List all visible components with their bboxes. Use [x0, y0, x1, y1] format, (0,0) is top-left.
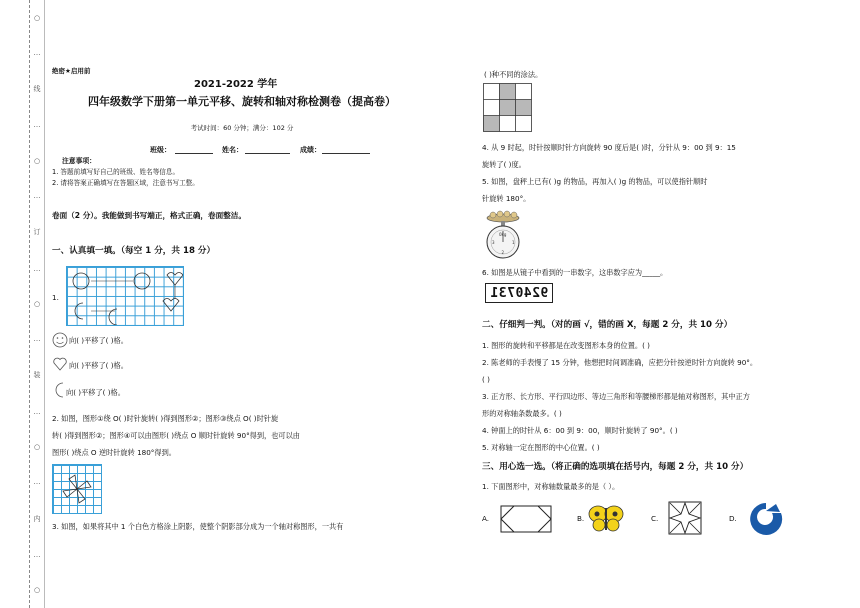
secret-label: 绝密★启用前 — [52, 67, 91, 75]
name-field[interactable] — [245, 153, 290, 154]
notes-title: 注意事项： — [62, 157, 96, 165]
scale-icon — [483, 210, 523, 262]
svg-text:2: 2 — [501, 250, 505, 255]
q1-item-c: 向( )平移了( )格。 — [66, 388, 125, 397]
option-c-label: C. — [651, 514, 659, 523]
q5-line-1: 5. 如图，盘秤上已有( )g 的物品，再加入( )g 的物品，可以使指针顺时 — [482, 177, 708, 186]
neatness-note: 卷面（2 分）。我能做到书写端正，格式正确，卷面整洁。 — [52, 211, 246, 220]
note-2: 2. 请将答案正确填写在答题区域，注意书写工整。 — [52, 179, 199, 187]
q2-rotation-shapes — [53, 465, 101, 513]
score-field[interactable] — [322, 153, 370, 154]
heart-icon — [52, 356, 68, 372]
judge-1: 1. 图形的旋转和平移都是在改变图形本身的位置。( ) — [482, 341, 650, 350]
q1-item-b: 向( )平移了( )格。 — [69, 361, 128, 370]
q4-line-1: 4. 从 9 时起，时针按顺时针方向旋转 90 度后是( )时，分针从 9：00 到 9：15 — [482, 143, 736, 152]
svg-text:3: 3 — [492, 240, 495, 245]
class-field[interactable] — [175, 153, 213, 154]
binding-margin: ○ … 线 … ○ … 订 … ○ … 装 … ○ … 内 … ○ — [33, 13, 41, 595]
score-field-label: 成绩： — [300, 146, 321, 154]
judge-2-line-2: ( ) — [482, 375, 490, 384]
q1-grid-figure — [66, 266, 184, 326]
margin-label-xian: 线 — [33, 85, 41, 94]
judge-4: 4. 钟面上的时针从 6：00 到 9：00，顺时针旋转了 90°。( ) — [482, 426, 678, 435]
name-field-label: 姓名： — [222, 146, 243, 154]
option-a-label: A. — [482, 514, 490, 523]
choice-1: 1. 下面图形中，对称轴数量最多的是（ ）。 — [482, 482, 620, 491]
exam-year: 2021-2022 学年 — [194, 79, 278, 90]
option-d-label: D. — [729, 514, 737, 523]
q3-grid-svg — [483, 83, 533, 135]
q5-line-2: 针旋转 180°。 — [482, 194, 531, 203]
q1-number: 1. — [52, 293, 59, 302]
section-1-heading: 一、认真填一填。（每空 1 分，共 18 分） — [52, 246, 216, 256]
q3-line-1: 3. 如图，如果将其中 1 个白色方格涂上阴影，使整个阴影部分成为一个轴对称图形，一共有 — [52, 522, 344, 531]
judge-3-line-2: 形的对称轴条数最多。( ) — [482, 409, 562, 418]
exam-title: 四年级数学下册第一单元平移、旋转和轴对称检测卷（提高卷） — [88, 95, 396, 108]
bank-logo-figure[interactable] — [748, 501, 784, 537]
margin-label-zhuang: 装 — [33, 371, 41, 380]
option-a-rhombus-figure[interactable] — [500, 505, 552, 533]
note-1: 1. 答题前填写好自己的班级、姓名等信息。 — [52, 168, 180, 176]
exam-info: 考试时间：60 分钟；满分：102 分 — [190, 124, 294, 132]
q1-shapes-svg — [67, 267, 183, 325]
svg-text:1: 1 — [512, 240, 515, 245]
butterfly-figure[interactable] — [588, 504, 624, 532]
mirror-digits: 9240731 — [489, 285, 549, 301]
q2-rotation-grid — [52, 464, 102, 514]
q2-line-1: 2. 如图，图形①绕 O( )时针旋转( )得到图形②；图形③绕点 O( )时针旋 — [52, 414, 279, 423]
judge-2-line-1: 2. 陈老师的手表慢了 15 分钟，他想把时间调准确，应把分针按逆时针方向旋转 90°。 — [482, 358, 758, 367]
option-c-star-square-figure[interactable] — [668, 501, 702, 535]
mirror-digits-box — [485, 283, 553, 303]
q2-line-3: 图形( )绕点 O 逆时针旋转 180°得到。 — [52, 448, 176, 457]
q4-line-2: 旋转了( )度。 — [482, 160, 526, 169]
class-field-label: 班级： — [150, 146, 171, 154]
section-2-heading: 二、仔细判一判。（对的画 √，错的画 X，每题 2 分，共 10 分） — [482, 320, 733, 330]
q6-line: 6. 如图是从镜子中看到的一串数字，这串数字应为_____。 — [482, 268, 668, 277]
section-3-heading: 三、用心选一选。（将正确的选项填在括号内，每题 2 分，共 10 分） — [482, 462, 749, 472]
margin-label-nei: 内 — [33, 514, 41, 523]
q3-grid-figure — [483, 83, 531, 133]
judge-3-line-1: 3. 正方形、长方形、平行四边形、等边三角形和等腰梯形都是轴对称图形，其中正方 — [482, 392, 750, 401]
option-b-label: B. — [577, 514, 585, 523]
q3-continued: ( )种不同的涂法。 — [484, 70, 543, 79]
margin-label-ding: 订 — [33, 228, 41, 237]
q2-line-2: 转( )得到图形②；图形④可以由图形( )绕点 O 顺时针旋转 90°得到，也可以由 — [52, 431, 300, 440]
q1-item-a: 向( )平移了( )格。 — [69, 336, 128, 345]
binding-solid-line — [44, 0, 45, 608]
scale-dial-label: 0kg — [499, 232, 507, 237]
judge-5: 5. 对称轴一定在图形的中心位置。( ) — [482, 443, 600, 452]
smiley-icon — [52, 332, 68, 348]
